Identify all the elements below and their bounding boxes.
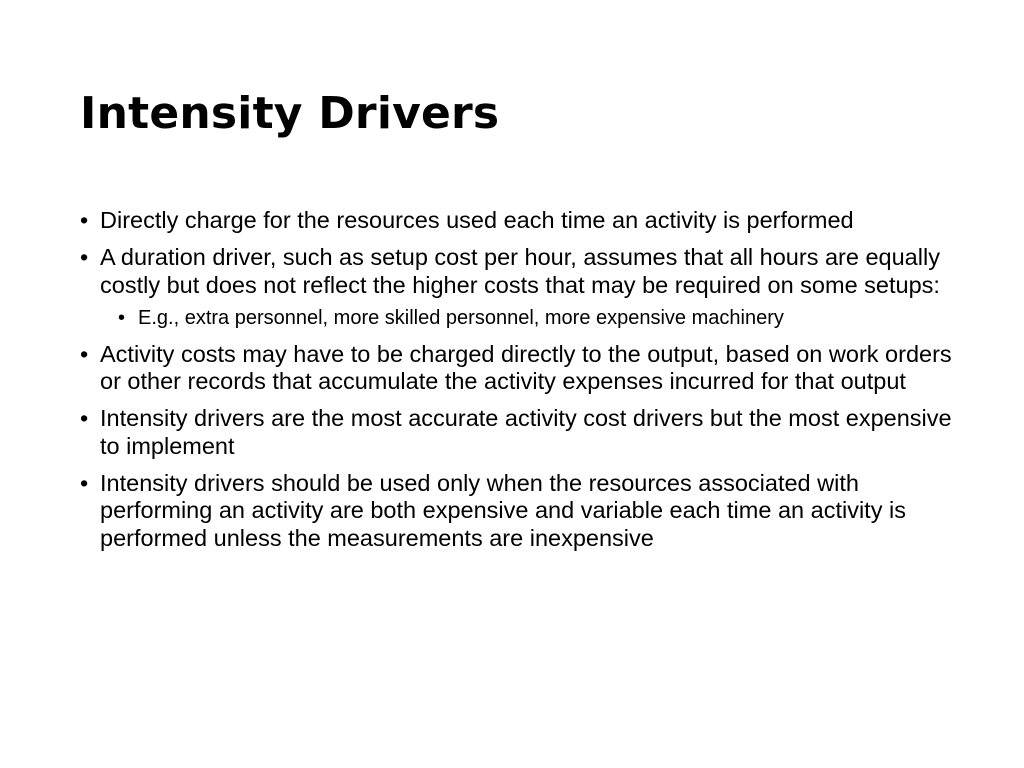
slide-title: Intensity Drivers [80, 88, 500, 139]
bullet-item [80, 244, 960, 331]
bullet-item [80, 470, 960, 552]
bullet-marker: • [80, 470, 89, 497]
bullet-item [80, 341, 960, 396]
bullet-text: Intensity drivers should be used only when the resources associated with performing an activity are both expensive and variable each time an activity is performed unless the measurements are inexpensive [100, 470, 906, 551]
sub-bullet-list [100, 305, 960, 331]
sub-bullet-marker: • [118, 306, 126, 329]
bullet-list [80, 207, 960, 562]
bullet-marker: • [80, 405, 89, 432]
bullet-text: A duration driver, such as setup cost per hour, assumes that all hours are equally costly but does not reflect the higher costs that may be required on some setups: [100, 244, 940, 298]
bullet-item [80, 207, 960, 234]
sub-bullet-item [118, 305, 960, 331]
bullet-marker: • [80, 207, 89, 233]
bullet-text: Directly charge for the resources used each time an activity is performed [100, 207, 854, 233]
bullet-item [80, 405, 960, 460]
bullet-marker: • [80, 340, 89, 367]
sub-bullet-text: E.g., extra personnel, more skilled personnel, more expensive machinery [138, 306, 784, 329]
bullet-text: Intensity drivers are the most accurate activity cost drivers but the most expensive to implement [100, 405, 952, 459]
bullet-marker: • [80, 244, 89, 271]
bullet-text: Activity costs may have to be charged directly to the output, based on work orders or other records that accumulate the activity expenses incurred for that output [100, 340, 952, 395]
